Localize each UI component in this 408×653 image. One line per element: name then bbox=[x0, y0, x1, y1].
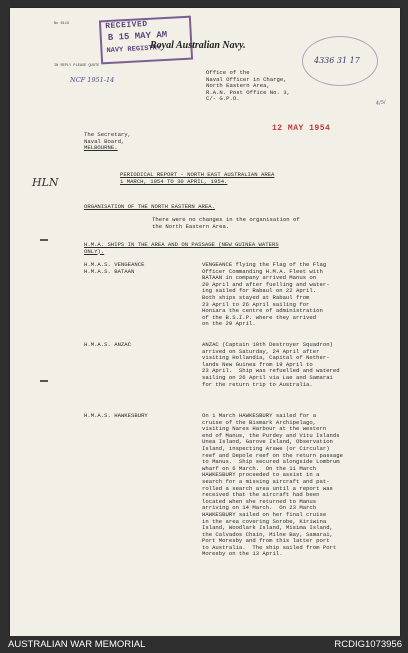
addressee-line: MELBOURNE. bbox=[84, 144, 118, 152]
reply-note: IN REPLY PLEASE QUOTE bbox=[54, 64, 100, 68]
subject-line: PERIODICAL REPORT - NORTH EAST AUSTRALIAN AREA bbox=[120, 171, 275, 178]
date-stamp: 12 MAY 1954 bbox=[272, 124, 331, 133]
ship-name: H.M.A.S. VENGEANCE H.M.A.S. BATAAN bbox=[84, 261, 145, 275]
section-heading-ships: H.M.A. SHIPS IN THE AREA AND ON PASSAGE (NEW GUINEA WATERS ONLY). bbox=[84, 241, 279, 255]
letterhead-title: Royal Australian Navy. bbox=[150, 40, 246, 51]
handwritten-reference: NCF 1951-14 bbox=[70, 76, 115, 84]
handwritten-initials: HLN bbox=[32, 176, 59, 189]
handwritten-margin-note: 4/5/ bbox=[375, 99, 387, 107]
section-heading-organisation: ORGANISATION OF THE NORTH EASTERN AREA. bbox=[84, 203, 215, 210]
archive-footer bbox=[0, 636, 408, 653]
addressee-line: Naval Board, bbox=[84, 137, 125, 145]
received-stamp-line2: B 15 MAY AM bbox=[107, 29, 168, 43]
office-line: C/- G.P.O. bbox=[206, 95, 240, 103]
ship-entry-text: VENGEANCE flying the Flag of the Flag Officer Commanding H.M.A. Fleet with BATAAN in company arrived Manus on 20 April and after fuelling and water- ing sailed for Rabaul on 22 April. Both ships stayed at Rabaul from 23 April to 26 April sailing for Honiara the centre of administration of the B.S.I.P. where they arrived on the 29 April. bbox=[202, 261, 330, 328]
office-line: Office of the bbox=[206, 69, 250, 76]
footer-institution: AUSTRALIAN WAR MEMORIAL bbox=[8, 639, 146, 650]
addressee-line: The Secretary, bbox=[84, 131, 131, 138]
office-address bbox=[206, 70, 290, 103]
received-stamp-line1: RECEIVED bbox=[105, 19, 148, 32]
ship-entry-text: On 1 March HAWKESBURY sailed for a cruise of the Bismark Archipelago, visiting Nares Harbour at the western end of Manus, the Purdey and Vitu Islands Unea Island, Garove Island, Observation Island, inspecting Arawe (or Circular) reef and Depole reef on the return passage to Manus. Ship secured alongside Lombrum wharf on 6 March. On the 11 March HAWKESBURY proceeded to assist in a search for a missing aircraft and pat- rolled a search area until a report was received that the aircraft had been located when she returned to Manus arriving on 14 March. On 23 March HAWKESBURY sailed on her final cruise in the area covering Sorobe, Kiriwina Island, Woodlark Island, Misima Island, the Calvados Chain, Milne Bay, Samarai, Port Moresby and from this latter port to Australia. The ship sailed from Port Moresby on the 13 April. bbox=[202, 412, 343, 558]
punch-mark bbox=[40, 380, 48, 382]
office-line: North Eastern Area, bbox=[206, 82, 270, 90]
organisation-text: There were no changes in the organisation of the North Eastern Area. bbox=[152, 216, 300, 230]
document-page bbox=[10, 8, 400, 636]
punch-mark bbox=[40, 239, 48, 241]
footer-item-id: RCDIG1073956 bbox=[334, 639, 402, 650]
handwritten-file-number: 4336 31 17 bbox=[314, 56, 360, 65]
ship-entry-text: ANZAC (Captain 10th Destroyer Squadron) arrived on Saturday, 24 April after visiting Hollandia, Capital of Nether- lands New Guinea from 19 April to 23 April. Ship was refuelled and watered sailing on 26 April via Lae and Samarai for the return trip to Australia. bbox=[202, 341, 340, 388]
addressee bbox=[84, 132, 131, 152]
corner-number: No 6119 bbox=[54, 22, 70, 26]
office-line: Naval Officer in Charge, bbox=[206, 75, 287, 83]
ship-name: H.M.A.S. ANZAC bbox=[84, 341, 131, 348]
subject-line: 1 MARCH, 1954 TO 30 APRIL, 1954. bbox=[120, 178, 228, 185]
office-line: R.A.N. Post Office No. 3, bbox=[206, 88, 290, 96]
ship-name: H.M.A.S. HAWKESBURY bbox=[84, 412, 148, 419]
received-stamp-line3: NAVY REGISTRY bbox=[106, 44, 162, 56]
